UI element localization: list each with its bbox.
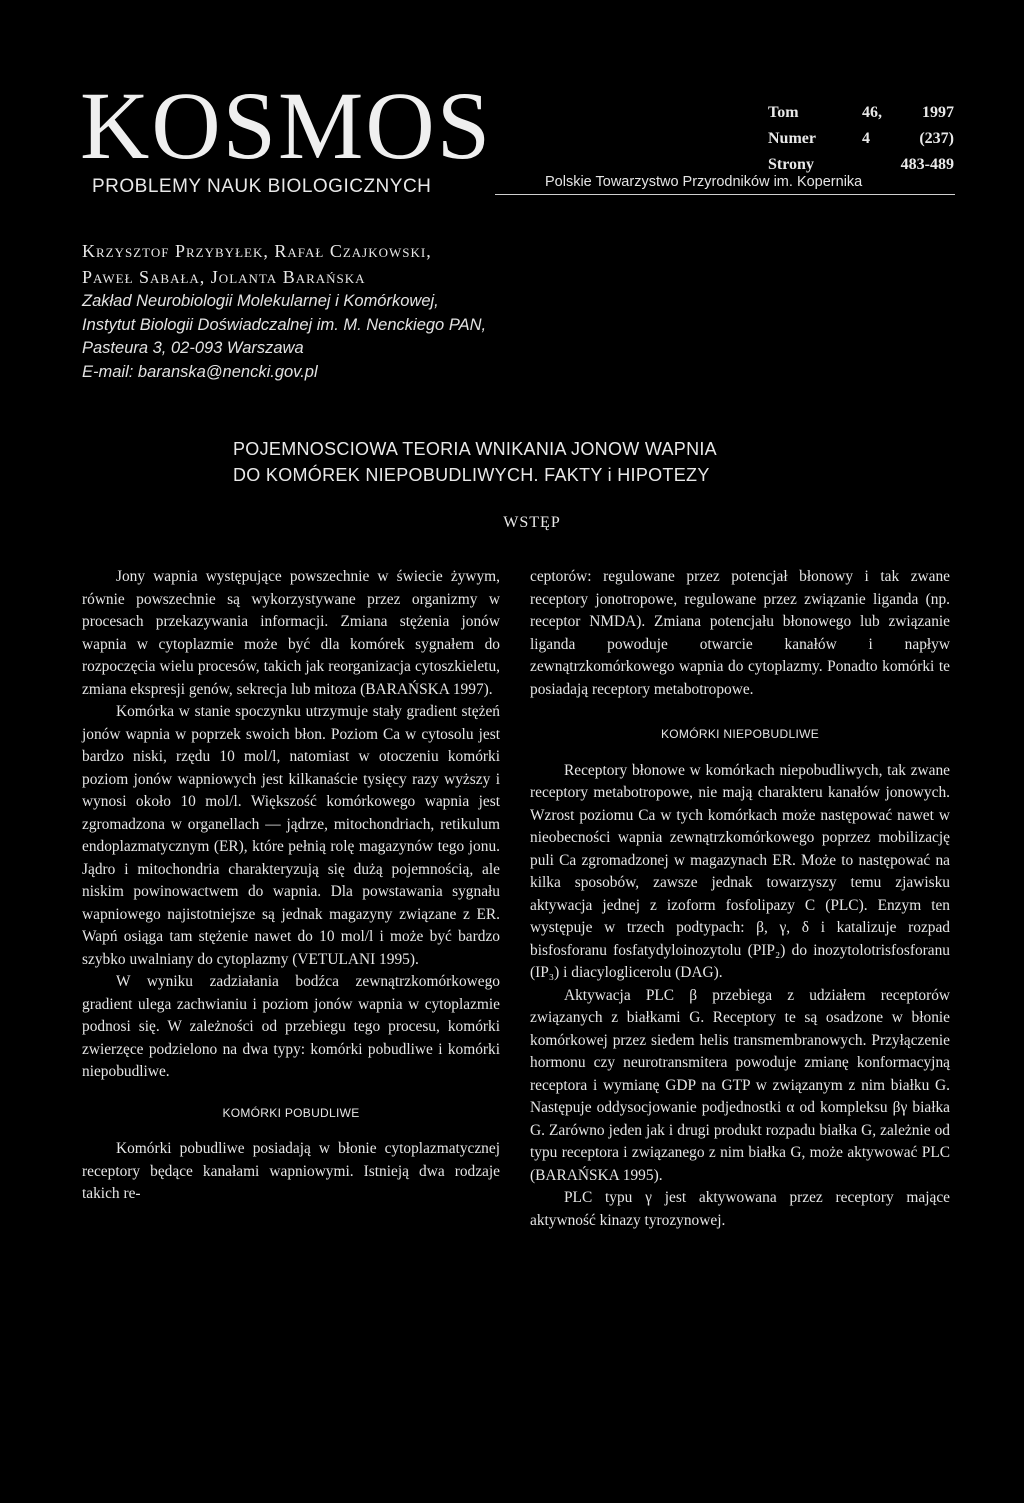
affiliation-line-3: Pasteura 3, 02-093 Warszawa (82, 339, 304, 357)
paragraph: Jony wapnia występujące powszechnie w świecie żywym, równie powszechnie są wykorzystywane przez organizmy w procesach przekazywania informacji. Zmiana stężenia jonów wapnia w cytoplazmie może być dla komórek sygnałem do rozpoczęcia wielu procesów, takich jak reorganizacja cytoszkieletu, zmiana ekspresji genów, sekrecja lub mitoza (BARAŃSKA 1997). (82, 568, 500, 698)
publisher: Polskie Towarzystwo Przyrodników im. Kopernika (545, 174, 863, 190)
paragraph: W wyniku zadziałania bodźca zewnątrzkomórkowego gradient ulega zachwianiu i poziom jonów wapnia w cytoplazmie podnosi się. W zależności od przebiegu tego procesu, komórki zwierzęce podzielono na dwa typy: komórki pobudliwe i komórki niepobudliwe. (82, 973, 500, 1080)
issue-value: 4 (862, 130, 870, 147)
paragraph: Komórka w stanie spoczynku utrzymuje stały gradient stężeń jonów wapnia w poprzek swoich błon. Poziom Ca w cytosolu jest bardzo niski, rzędu 10 mol/l, natomiast w otoczeniu komórki poziom jonów wapniowych jest kilkanaście tysięcy razy wyższy i wynosi około 10 mol/l. Większość komórkowego wapnia jest zgromadzona w organellach — jądrze, mitochondriach, retikulum endoplazmatycznym (ER), które pełnią rolę magazynów tego jonu. Jądro i mitochondria charakteryzują się dużą pojemnością, ale niskim powinowactwem do wapnia. Dla powstawania sygnału wapniowego najistotniejsze są jednak magazyny związane z ER. Wapń osiąga tam stężenie nawet do 10 mol/l i może być bardzo szybko uwalniany do cytoplazmy (VETULANI 1995). (82, 703, 500, 968)
affiliation-line-1: Zakład Neurobiologii Molekularnej i Komórkowej, (82, 292, 439, 310)
section-heading-intro: WSTĘP (503, 514, 561, 531)
volume-value: 46, (862, 104, 882, 121)
pages-label: Strony (768, 156, 814, 173)
issue-total: (237) (919, 130, 954, 147)
authors (82, 238, 432, 290)
affiliation (82, 290, 486, 384)
journal-info (768, 100, 954, 178)
authors-line-2: Paweł Sabała, Jolanta Barańska (82, 267, 366, 287)
title-line-2: DO KOMÓREK NIEPOBUDLIWYCH. FAKTY i HIPOTEZY (233, 465, 710, 485)
section-heading-excitable: KOMÓRKI POBUDLIWE (222, 1105, 360, 1120)
paragraph: Aktywacja PLC β przebiega z udziałem receptorów związanych z białkami G. Receptory te są osadzone w błonie komórkowej przez siedem helis transmembranowych. Przyłączenie hormonu czy neurotransmitera powoduje zmianę konformacyjną receptora i wymianę GDP na GTP w związanym z nim białku G. Następuje oddysocjowanie podjednostki α od kompleksu βγ białka G. Zarówno jeden jak i drugi produkt rozpadu białka G, zależnie od typu receptora i związanego z nim białka G, może aktywować PLC (BARAŃSKA 1995). (530, 986, 950, 1184)
header-rule (495, 194, 955, 195)
issue-row (768, 126, 954, 152)
affiliation-line-2: Instytut Biologii Doświadczalnej im. M. Nenckiego PAN, (82, 315, 487, 334)
issue-label: Numer (768, 130, 816, 147)
paragraph: Komórki pobudliwe posiadają w błonie cytoplazmatycznej receptory będące kanałami wapniowymi. Istnieją dwa rodzaje takich re- (82, 1140, 500, 1202)
authors-line-1: Krzysztof Przybyłek, Rafał Czajkowski, (82, 241, 432, 261)
volume-row (768, 100, 954, 126)
journal-logo: KOSMOS (80, 72, 493, 179)
journal-subtitle: PROBLEMY NAUK BIOLOGICZNYCH (92, 176, 432, 197)
pages-value: 483-489 (900, 156, 954, 173)
section-heading-nonexcitable: KOMÓRKI NIEPOBUDLIWE (660, 727, 820, 741)
left-column (82, 566, 500, 1206)
title-line-1: POJEMNOSCIOWA TEORIA WNIKANIA JONOW WAPNIA (233, 439, 717, 459)
article-title (233, 436, 717, 488)
volume-label: Tom (768, 104, 799, 121)
paragraph: PLC typu γ jest aktywowana przez receptory mające aktywność kinazy tyrozynowej. (530, 1189, 950, 1229)
paragraph: Receptory błonowe w komórkach niepobudliwych, tak zwane receptory metabotropowe, nie mają charakteru kanałów jonowych. Wzrost poziomu Ca w tych komórkach może następować nawet w nieobecności wapnia zewnątrzkomórkowego poprzez mobilizację puli Ca zgromadzonej w magazynach ER. Może to następować na kilka sposobów, zawsze jednak towarzyszy temu zjawisku aktywacja jednej z izoform fosfolipazy C (PLC). Enzym ten występuje w trzech podtypach: β, γ, δ i katalizuje rozpad bisfosforanu fosfatydyloinozytolu (PIP₂) do inozytolotrisfosforanu (IP₃) i diacyloglicerolu (DAG). (530, 761, 950, 981)
right-column (530, 566, 950, 1232)
email-link[interactable]: E-mail: baranska@nencki.gov.pl (82, 362, 318, 381)
paragraph: ceptorów: regulowane przez potencjał błonowy i tak zwane receptory jonotropowe, regulowane przez związanie liganda (np. receptor NMDA). Zmiana potencjału błonowego lub związanie liganda powoduje otwarcie kanałów i napływ zewnątrzkomórkowego wapnia do cytoplazmy. Ponadto komórki te posiadają receptory metabotropowe. (530, 568, 950, 698)
year: 1997 (922, 104, 954, 121)
